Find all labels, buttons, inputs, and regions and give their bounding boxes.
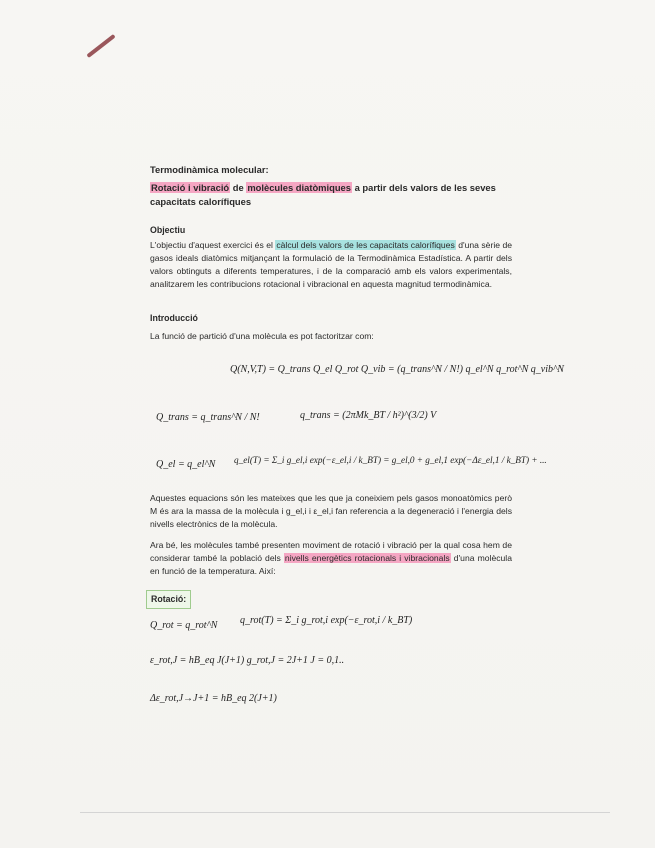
subtitle-highlight-1: Rotació i vibració [151, 182, 230, 193]
equation-q-trans: q_trans = (2πMk_BT / h²)^(3/2) V [300, 410, 437, 421]
equation-q-el: q_el(T) = Σ_i g_el,i exp(−ε_el,i / k_BT) = g_el,0 + g_el,1 exp(−Δε_el,1 / k_BT) + ... [234, 455, 547, 465]
equation-rotational-gap: Δε_rot,J→J+1 = hB_eq 2(J+1) [150, 693, 277, 704]
objective-heading: Objectiu [150, 225, 186, 235]
equation-rotational-energy: ε_rot,J = hB_eq J(J+1) g_rot,J = 2J+1 J = 0,1.. [150, 655, 345, 666]
objective-paragraph: L'objectiu d'aquest exercici és el càlcul dels valors de les capacitats calorífiques d'una sèrie de gasos ideals diatòmics mitjançant la formulació de la Termodinàmica Estadística. A partir dels valors obtinguts a diferents temperatures, i de la comparació amb els valors experimentals, analitzarem les contribucions rotacional i vibracional en aquesta magnitud termodinàmica. [150, 240, 513, 289]
bleed-through-text [462, 118, 465, 130]
introduction-heading: Introducció [150, 313, 198, 323]
rotation-label-box: Rotació: [146, 590, 191, 609]
objective-highlight: càlcul dels valors de les capacitats calorífiques [276, 240, 455, 250]
doc-title: Termodinàmica molecular: [150, 164, 269, 175]
equation-Q-trans: Q_trans = q_trans^N / N! [156, 412, 260, 423]
intro-paragraph-2: Aquestes equacions són les mateixes que les que ja coneixiem pels gasos monoatòmics però M és ara la massa de la molècula i g_el,i i ε_el,i fan referencia a la degeneració i l'energia dels nivells electrònics de la molècula. [150, 493, 512, 529]
equation-Q-el: Q_el = q_el^N [156, 459, 216, 470]
page-fold-line [80, 812, 610, 813]
intro-highlight: nivells energètics rotacionals i vibracionals [284, 553, 450, 563]
equation-canonical-partition: Q(N,V,T) = Q_trans Q_el Q_rot Q_vib = (q_trans^N / N!) q_el^N q_rot^N q_vib^N [230, 364, 564, 375]
equation-q-rot: q_rot(T) = Σ_i g_rot,i exp(−ε_rot,i / k_BT) [240, 615, 413, 626]
pen-mark [86, 34, 115, 58]
doc-subtitle: Rotació i vibració de molècules diatòmiques a partir dels valors de les seves capacitats calorífiques [150, 182, 496, 207]
equation-Q-rot: Q_rot = q_rot^N [150, 620, 218, 631]
subtitle-highlight-2: molècules diatòmiques [247, 182, 351, 193]
intro-paragraph-1: La funció de partició d'una molècula es pot factoritzar com: [150, 331, 374, 341]
intro-paragraph-3: Ara bé, les molècules també presenten moviment de rotació i vibració per la qual cosa hem de considerar també la població dels nivells energètics rotacionals i vibracionals d'una molècula en funció de la temperatura. Així: [150, 540, 512, 576]
